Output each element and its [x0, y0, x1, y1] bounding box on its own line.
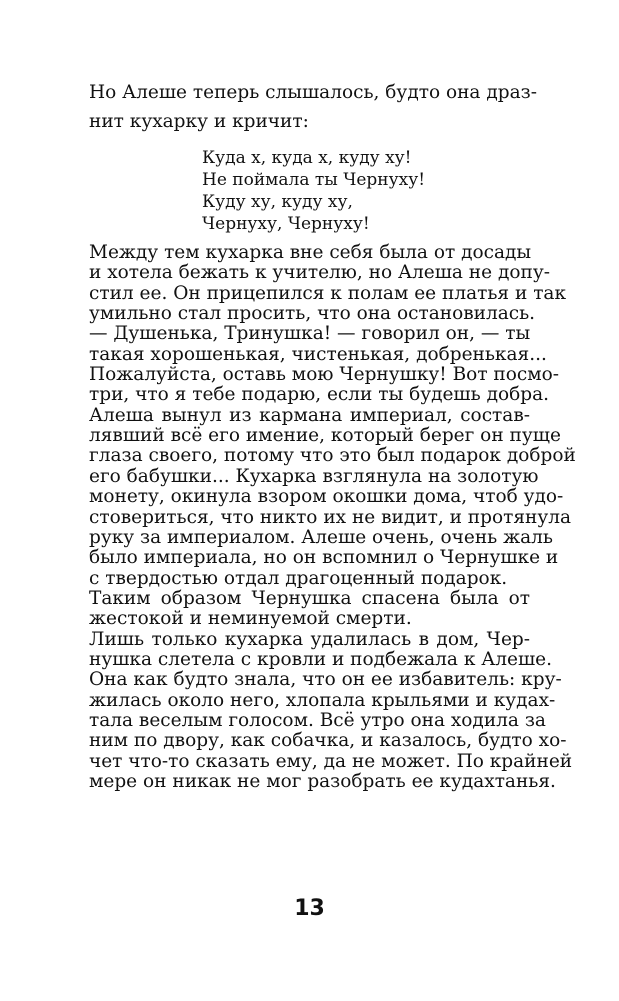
text-line: было империала, но он вспомнил о Чернушке и — [89, 547, 559, 568]
text-line: стил ее. Он прицепился к полам ее платья и так — [89, 283, 567, 304]
verse-line: Куду ху, куду ху, — [202, 192, 353, 212]
text-line: его бабушки... Кухарка взглянула на золотую — [89, 466, 539, 487]
text-line: чет что-то сказать ему, да не может. По крайней — [89, 751, 573, 772]
text-line: Она как будто знала, что он ее избавитель: кру- — [89, 669, 562, 690]
text-line: Алеша вынул из кармана империал, состав- — [89, 405, 530, 426]
text-line: Между тем кухарка вне себя была от досады — [89, 242, 532, 263]
text-line: глаза своего, потому что это был подарок доброй — [89, 445, 576, 466]
text-line: тала веселым голосом. Всё утро она ходила за — [89, 710, 546, 731]
text-line: Пожалуйста, оставь мою Чернушку! Вот посмо- — [89, 364, 560, 385]
text-line: мере он никак не мог разобрать ее кудахтанья. — [89, 771, 556, 792]
text-line: лявший всё его имение, который берег он пуще — [89, 425, 561, 446]
text-line: руку за империалом. Алеше очень, очень жаль — [89, 527, 553, 548]
page-number: 13 — [294, 896, 325, 921]
text-line: и хотела бежать к учителю, но Алеша не допу- — [89, 262, 550, 283]
text-line: Но Алеше теперь слышалось, будто она драз- — [89, 82, 537, 103]
text-line: такая хорошенькая, чистенькая, добренькая... — [89, 344, 547, 365]
text-line: монету, окинула взором окошки дома, чтоб удо- — [89, 486, 564, 507]
text-line: ним по двору, как собачка, и казалось, будто хо- — [89, 730, 567, 751]
verse-line: Не поймала ты Чернуху! — [202, 170, 426, 190]
text-line: умильно стал просить, что она остановилась. — [89, 303, 536, 324]
text-line: Лишь только кухарка удалилась в дом, Чер- — [89, 629, 530, 650]
text-line: нит кухарку и кричит: — [89, 111, 309, 132]
text-line: с твердостью отдал драгоценный подарок. — [89, 568, 508, 589]
text-line: жилась около него, хлопала крыльями и кудах- — [89, 690, 556, 711]
text-line: нушка слетела с кровли и подбежала к Алеше. — [89, 649, 553, 670]
text-line: — Душенька, Тринушка! — говорил он, — ты — [89, 323, 531, 344]
text-line: стовериться, что никто их не видит, и протянула — [89, 507, 572, 528]
verse-line: Куда х, куда х, куду ху! — [202, 148, 412, 168]
text-line: три, что я тебе подарю, если ты будешь добра. — [89, 384, 549, 405]
verse-line: Чернуху, Чернуху! — [202, 214, 370, 234]
text-line: Таким образом Чернушка спасена была от — [89, 588, 530, 609]
text-line: жестокой и неминуемой смерти. — [89, 608, 412, 629]
